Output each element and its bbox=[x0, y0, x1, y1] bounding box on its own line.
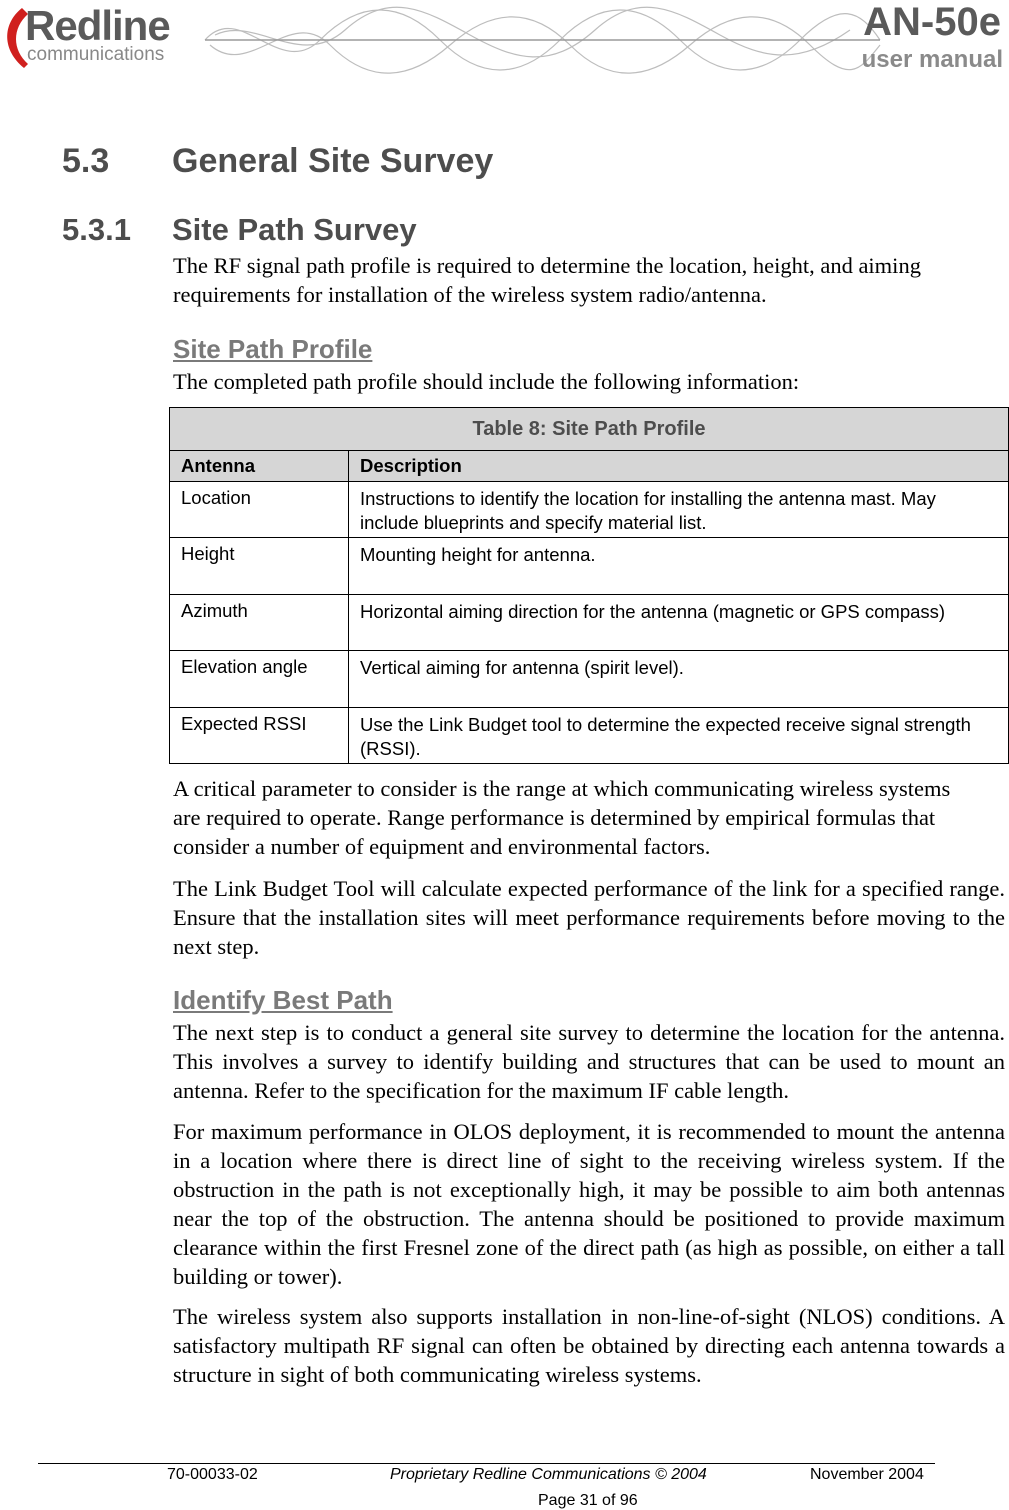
site-path-profile-heading: Site Path Profile bbox=[173, 334, 373, 364]
best-path-paragraph-2: For maximum performance in OLOS deployment, it is recommended to mount the antenna in a location where there is direct line of sight to the receiving wireless system. If the obstruction in the path is not exceptionally high, it may be possible to aim both antennas near the top of the obstruction. The antenna should be positioned to provide maximum clearance within the first Fresnel zone of the direct path (as high as possible, on either a tall building or tower). bbox=[173, 1119, 1005, 1289]
site-path-profile-table bbox=[169, 407, 1009, 764]
range-paragraph: A critical parameter to consider is the range at which communicating wireless systems are required to operate. Range performance is determined by empirical formulas that consider a number of equipment and environmental factors. bbox=[173, 776, 951, 859]
intro-paragraph: The RF signal path profile is required to determine the location, height, and aiming requirements for installation of the wireless system radio/antenna. bbox=[173, 253, 921, 307]
footer-page-number: Page 31 of 96 bbox=[538, 1492, 638, 1509]
antenna-cell: Height bbox=[170, 538, 349, 595]
footer-doc-number: 70-00033-02 bbox=[167, 1466, 258, 1483]
product-name: AN-50e bbox=[863, 0, 1001, 44]
antenna-cell: Expected RSSI bbox=[170, 708, 349, 764]
table-row bbox=[170, 538, 1009, 595]
antenna-cell: Elevation angle bbox=[170, 651, 349, 708]
best-path-paragraph-3: The wireless system also supports installation in non-line-of-sight (NLOS) conditions. A satisfactory multipath RF signal can often be obtained by directing each antenna towards a structure in sight of both communicating wireless systems. bbox=[173, 1304, 1005, 1387]
best-path-paragraph-1: The next step is to conduct a general site survey to determine the location for the antenna. This involves a survey to identify building and structures that can be used to mount an antenna. Refer to the specification for the maximum IF cable length. bbox=[173, 1020, 1005, 1103]
identify-best-path-heading: Identify Best Path bbox=[173, 985, 393, 1015]
column-header-description: Description bbox=[349, 451, 1009, 482]
description-cell: Horizontal aiming direction for the antenna (magnetic or GPS compass) bbox=[349, 595, 1009, 651]
page-header bbox=[0, 0, 1009, 80]
table-row bbox=[170, 651, 1009, 708]
subsection-number: 5.3.1 bbox=[62, 212, 131, 247]
section-title: General Site Survey bbox=[172, 142, 494, 180]
table-caption: Table 8: Site Path Profile bbox=[170, 408, 1009, 451]
link-budget-paragraph: The Link Budget Tool will calculate expected performance of the link for a specified range. Ensure that the installation sites will meet performance requirements before moving to the next step. bbox=[173, 876, 1005, 959]
subsection-title: Site Path Survey bbox=[172, 212, 417, 247]
table-row bbox=[170, 595, 1009, 651]
logo-subtitle: communications bbox=[27, 44, 165, 65]
section-heading bbox=[62, 142, 493, 181]
description-cell: Vertical aiming for antenna (spirit level). bbox=[349, 651, 1009, 708]
section-number: 5.3 bbox=[62, 142, 110, 180]
table-row bbox=[170, 482, 1009, 538]
footer-date: November 2004 bbox=[810, 1466, 924, 1483]
subsection-heading bbox=[62, 212, 417, 248]
antenna-cell: Location bbox=[170, 482, 349, 538]
table-row bbox=[170, 708, 1009, 764]
antenna-cell: Azimuth bbox=[170, 595, 349, 651]
column-header-antenna: Antenna bbox=[170, 451, 349, 482]
description-cell: Use the Link Budget tool to determine the expected receive signal strength (RSSI). bbox=[349, 708, 1009, 764]
description-cell: Instructions to identify the location for installing the antenna mast. May include blueprints and specify material list. bbox=[349, 482, 1009, 538]
logo-wordmark: Redline bbox=[25, 2, 170, 49]
site-path-profile-text: The completed path profile should include the following information: bbox=[173, 369, 800, 394]
description-cell: Mounting height for antenna. bbox=[349, 538, 1009, 595]
manual-label: user manual bbox=[861, 46, 1003, 73]
footer-divider bbox=[38, 1463, 935, 1464]
footer-copyright: Proprietary Redline Communications © 2004 bbox=[390, 1466, 707, 1483]
